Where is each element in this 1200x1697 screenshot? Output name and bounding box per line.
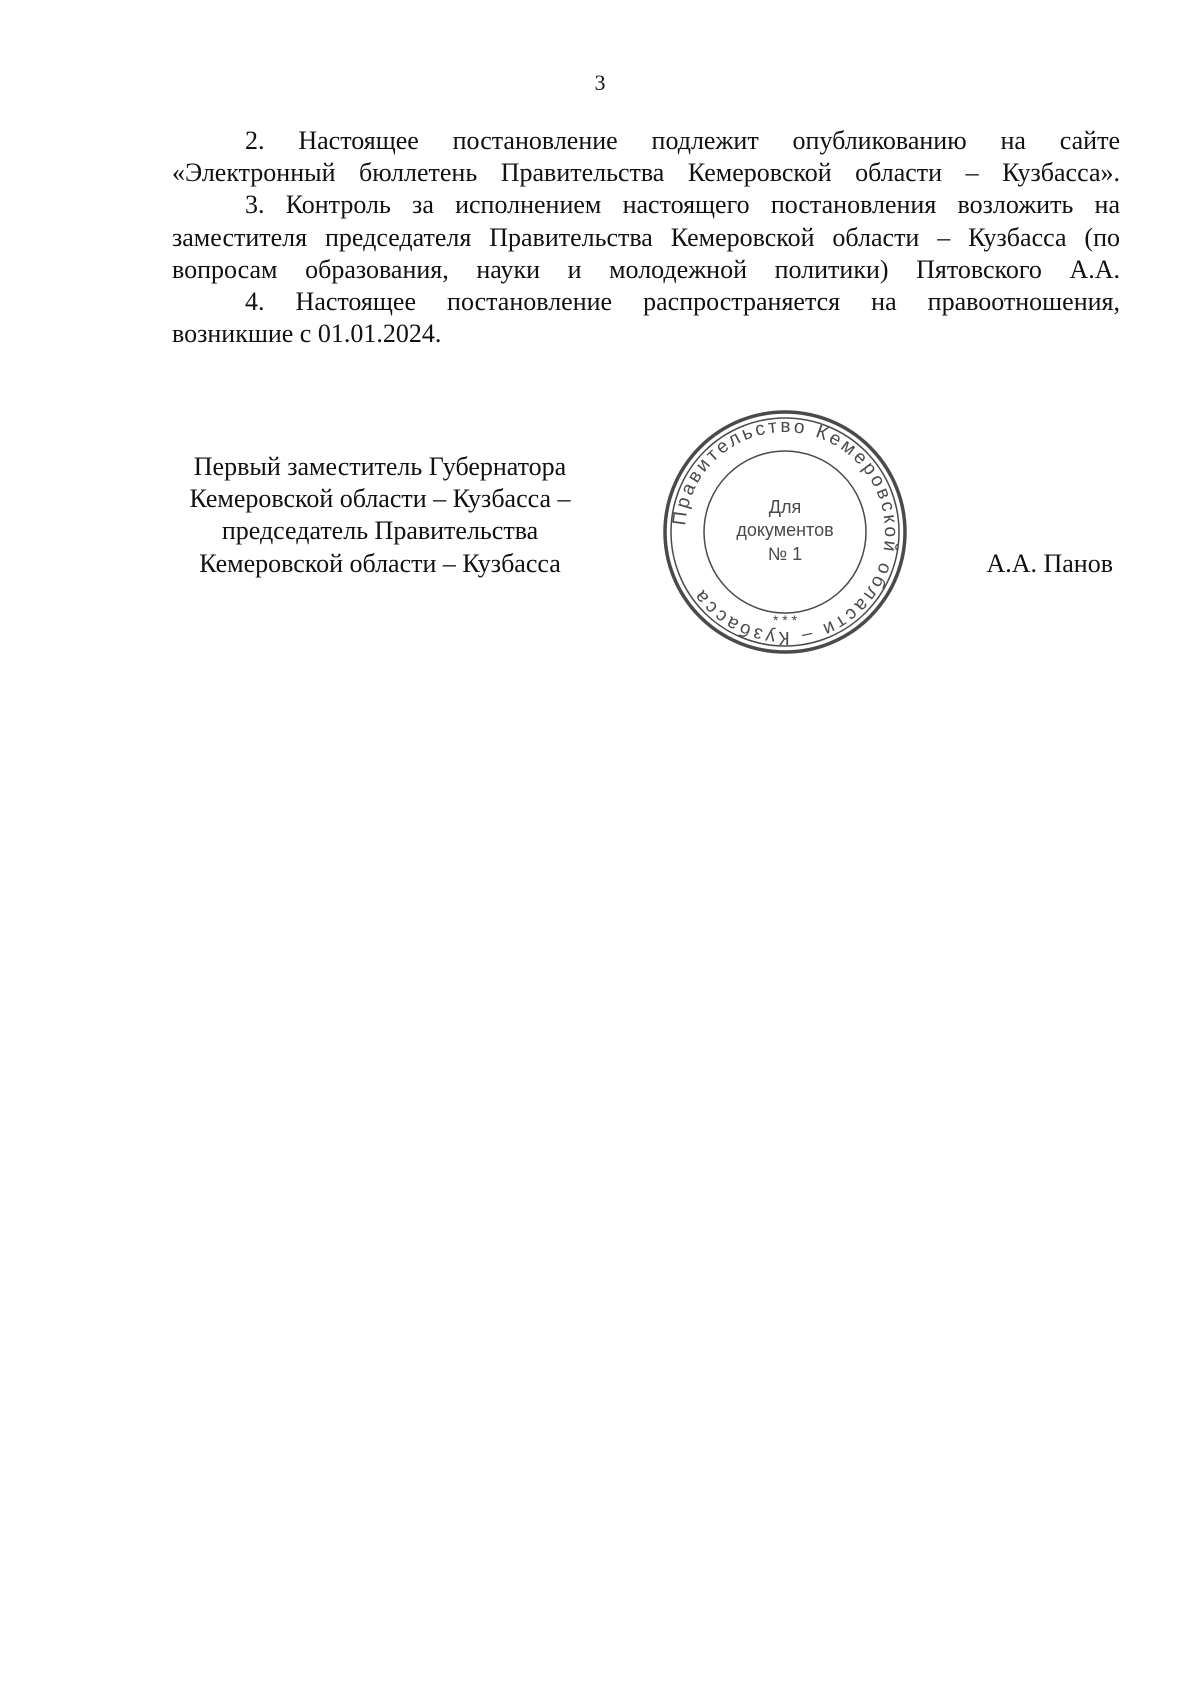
paragraph-2-line-1: 2. Настоящее постановление подлежит опубликованию на сайте [245,126,1120,155]
paragraph-4-line-1: 4. Настоящее постановление распространяется на правоотношения, [245,287,1120,317]
seal-center-line-3: № 1 [767,544,803,564]
paragraph-2 [172,125,1120,189]
signatory-name: А.А. Панов [986,549,1113,578]
seal-center-line-1: Для [768,497,802,517]
paragraph-4 [172,286,1120,350]
seal-stars: * * * [772,612,798,628]
page-number: 3 [594,70,606,95]
paragraph-4-line-2: возникшие с 01.01.2024. [172,319,442,349]
seal-graphic [662,409,908,655]
paragraph-3 [172,189,1120,286]
paragraph-2-line-2: «Электронный бюллетень Правительства Кемеровской области – Кузбасса». [172,158,1120,188]
signatory-position-line-2: Кемеровской области – Кузбасса – [189,484,571,514]
paragraph-3-line-2: на заместителя председателя Правительства Кемеровской области – Кузбасса [172,190,1120,252]
paragraph-3-line-1: 3. Контроль за исполнением настоящего постановления возложить [245,190,1074,220]
signatory-position-line-3: председатель Правительства [221,516,539,546]
document-body [172,125,1120,350]
official-seal [662,409,908,655]
signatory-position-line-4: Кемеровской области – Кузбасса [199,548,561,578]
signatory-position [150,451,610,580]
signatory-position-line-1: Первый заместитель Губернатора [193,452,567,481]
paragraph-3-line-3: (по вопросам образования, науки и молодежной политики) Пятовского А.А. [172,222,1120,284]
seal-ring-text: Правительство Кемеровской области – Кузбасса [669,415,902,649]
seal-center-line-2: документов [736,520,834,540]
